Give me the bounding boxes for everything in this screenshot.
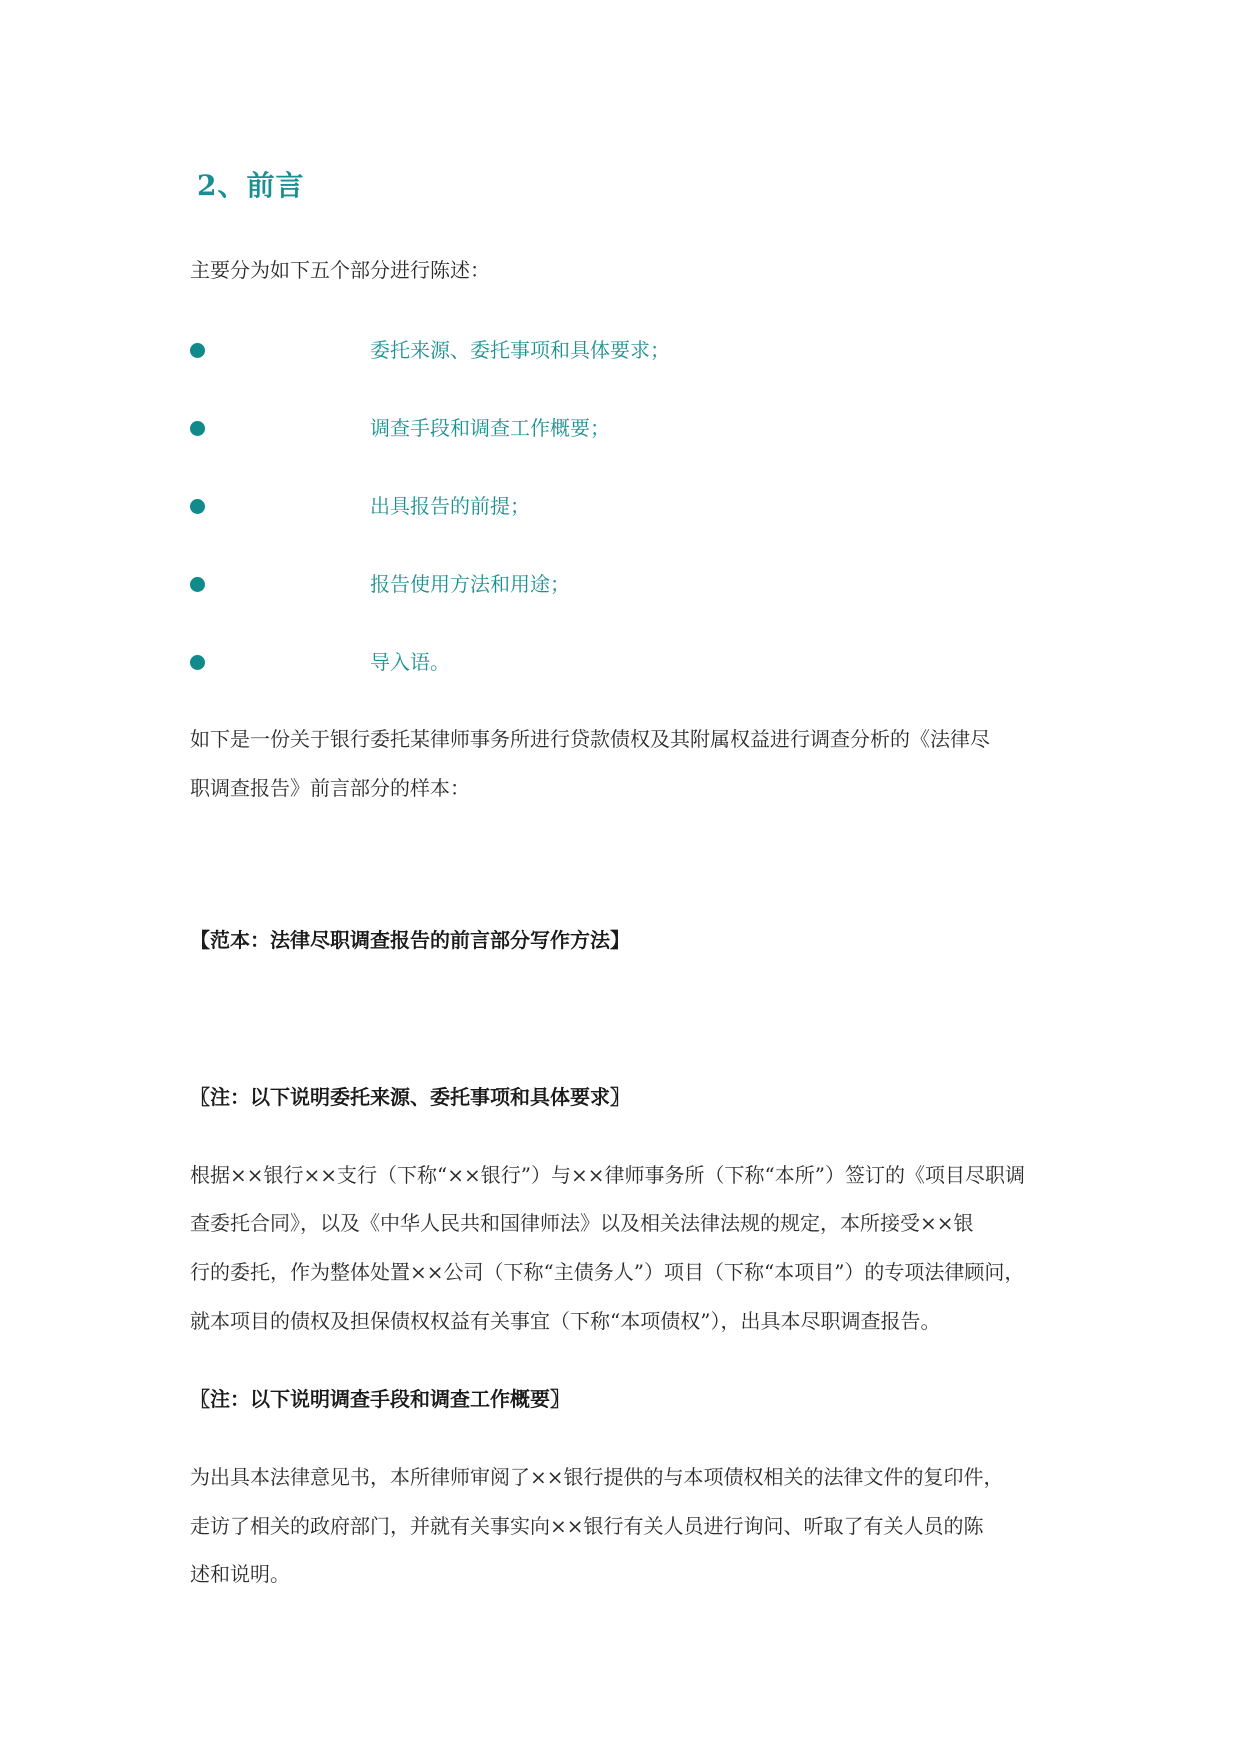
bullet-item: 委托来源、委托事项和具体要求； — [370, 338, 670, 362]
note-heading: 〖注：以下说明调查手段和调查工作概要〗 — [190, 1387, 570, 1411]
sample-intro-line: 如下是一份关于银行委托某律师事务所进行贷款债权及其附属权益进行调查分析的《法律尽 — [190, 727, 990, 751]
bullet-item: 出具报告的前提； — [370, 494, 530, 518]
intro-text: 主要分为如下五个部分进行陈述： — [190, 258, 490, 282]
bullet-item: 调查手段和调查工作概要； — [370, 416, 610, 440]
bullet-item: 报告使用方法和用途； — [370, 572, 570, 596]
paragraph-line: 就本项目的债权及担保债权权益有关事宜（下称“本项债权”），出具本尽职调查报告。 — [190, 1309, 941, 1333]
bullet-dot-icon — [190, 343, 205, 358]
paragraph-line: 行的委托，作为整体处置××公司（下称“主债务人”）项目（下称“本项目”）的专项法律顾问， — [190, 1260, 1025, 1284]
bullet-dot-icon — [190, 421, 205, 436]
paragraph-line: 述和说明。 — [190, 1562, 290, 1586]
bullet-dot-icon — [190, 655, 205, 670]
template-title: 【范本：法律尽职调查报告的前言部分写作方法】 — [190, 928, 630, 952]
bullet-dot-icon — [190, 577, 205, 592]
paragraph-line: 走访了相关的政府部门，并就有关事实向××银行有关人员进行询问、听取了有关人员的陈 — [190, 1514, 984, 1538]
paragraph-line: 为出具本法律意见书，本所律师审阅了××银行提供的与本项债权相关的法律文件的复印件， — [190, 1465, 1004, 1489]
note-heading: 〖注：以下说明委托来源、委托事项和具体要求〗 — [190, 1085, 630, 1109]
paragraph-line: 查委托合同》，以及《中华人民共和国律师法》以及相关法律法规的规定，本所接受××银 — [190, 1211, 974, 1235]
paragraph-line: 根据××银行××支行（下称“××银行”）与××律师事务所（下称“本所”）签订的《项目尽职调 — [190, 1163, 1025, 1187]
section-heading: 2、前言 — [197, 169, 305, 202]
sample-intro-line: 职调查报告》前言部分的样本： — [190, 776, 470, 800]
bullet-dot-icon — [190, 499, 205, 514]
bullet-item: 导入语。 — [370, 650, 450, 674]
